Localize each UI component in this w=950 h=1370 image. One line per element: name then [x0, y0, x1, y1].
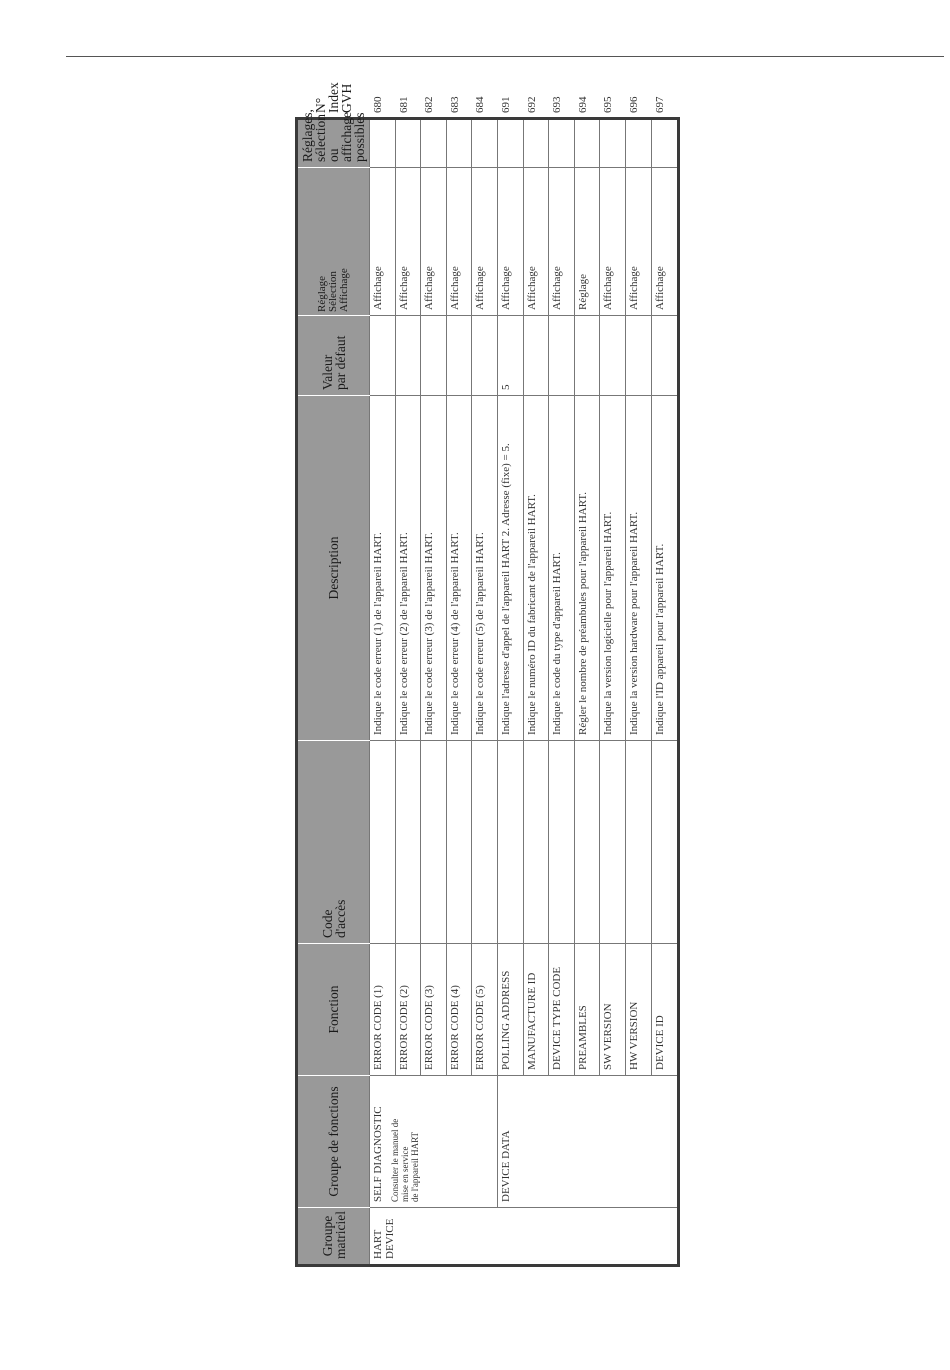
valeur-cell: 5 [498, 316, 524, 396]
reglage-cell: Affichage [421, 168, 447, 316]
valeur-cell [600, 316, 626, 396]
reglages-possibles-cell [600, 119, 626, 168]
description-cell: Indique la version logicielle pour l'appareil HART. [600, 396, 626, 741]
table-row: SW VERSION Indique la version logicielle pour l'appareil HART. Affichage 695 [600, 119, 626, 1266]
reglages-possibles-cell [498, 119, 524, 168]
fonction-cell: MANUFACTURE ID [523, 944, 549, 1076]
reglages-possibles-cell [549, 119, 575, 168]
reglages-possibles-cell [421, 119, 447, 168]
description-cell: Indique le code erreur (1) de l'appareil HART. [370, 396, 396, 741]
valeur-cell [370, 316, 396, 396]
reglage-cell: Affichage [472, 168, 498, 316]
fonction-cell: ERROR CODE (2) [395, 944, 421, 1076]
description-cell: Indique le code erreur (2) de l'appareil HART. [395, 396, 421, 741]
code-acces-cell [472, 741, 498, 944]
code-acces-cell [651, 741, 678, 944]
valeur-cell [472, 316, 498, 396]
description-cell: Indique la version hardware pour l'appareil HART. [626, 396, 652, 741]
code-acces-cell [395, 741, 421, 944]
code-acces-cell [446, 741, 472, 944]
description-cell: Indique le code erreur (4) de l'appareil HART. [446, 396, 472, 741]
reglages-possibles-cell [574, 119, 600, 168]
header-row: Groupe matriciel Groupe de fonctions Fonction Code d'accès Description Valeur par défaut Réglage Sélection Affichage Réglages, sélection ou affichage possibles N° Index GVH [297, 119, 370, 1266]
table-row: ERROR CODE (5) Indique le code erreur (5) de l'appareil HART. Affichage 684 [472, 119, 498, 1266]
table-row: MANUFACTURE ID Indique le numéro ID du fabricant de l'appareil HART. Affichage 692 [523, 119, 549, 1266]
reglage-cell: Affichage [549, 168, 575, 316]
table-row: ERROR CODE (2) Indique le code erreur (2) de l'appareil HART. Affichage 681 [395, 119, 421, 1266]
valeur-cell [421, 316, 447, 396]
header-groupe-matriciel: Groupe matriciel [297, 1208, 370, 1266]
fonction-cell: DEVICE ID [651, 944, 678, 1076]
reglage-cell: Réglage [574, 168, 600, 316]
reglages-possibles-cell [446, 119, 472, 168]
fonction-cell: DEVICE TYPE CODE [549, 944, 575, 1076]
reglage-cell: Affichage [523, 168, 549, 316]
header-reglages-possibles: Réglages, sélection ou affichage possibles [297, 119, 370, 168]
self-diagnostic-note: Consulter le manuel de mise en service de l'appareil HART [390, 1118, 420, 1202]
matrix-group-cell: HART DEVICE [370, 1208, 679, 1266]
valeur-cell [626, 316, 652, 396]
code-acces-cell [370, 741, 396, 944]
reglage-cell: Affichage [626, 168, 652, 316]
table-row: DEVICE DATA POLLING ADDRESS Indique l'adresse d'appel de l'appareil HART 2. Adresse (fixe) = 5. 5 Affichage 691 [498, 119, 524, 1266]
description-cell: Indique le code erreur (3) de l'appareil HART. [421, 396, 447, 741]
valeur-cell [446, 316, 472, 396]
code-acces-cell [498, 741, 524, 944]
description-cell: Indique le code du type d'appareil HART. [549, 396, 575, 741]
table-row: ERROR CODE (3) Indique le code erreur (3) de l'appareil HART. Affichage 682 [421, 119, 447, 1266]
header-groupe-fonctions: Groupe de fonctions [297, 1076, 370, 1208]
fonction-cell: HW VERSION [626, 944, 652, 1076]
function-group-self-diagnostic: SELF DIAGNOSTIC Consulter le manuel de mise en service de l'appareil HART [370, 1076, 498, 1208]
table-row: HW VERSION Indique la version hardware pour l'appareil HART. Affichage 696 [626, 119, 652, 1266]
code-acces-cell [626, 741, 652, 944]
code-acces-cell [523, 741, 549, 944]
function-matrix-table [295, 82, 680, 1267]
rotated-table-container [295, 82, 680, 1267]
table-row: DEVICE ID Indique l'ID appareil pour l'appareil HART. Affichage 697 [651, 119, 678, 1266]
reglage-cell: Affichage [370, 168, 396, 316]
description-cell: Indique le numéro ID du fabricant de l'appareil HART. [523, 396, 549, 741]
header-code-acces: Code d'accès [297, 741, 370, 944]
description-cell: Indique l'adresse d'appel de l'appareil HART 2. Adresse (fixe) = 5. [498, 396, 524, 741]
reglages-possibles-cell [523, 119, 549, 168]
reglages-possibles-cell [370, 119, 396, 168]
reglages-possibles-cell [395, 119, 421, 168]
code-acces-cell [421, 741, 447, 944]
reglage-cell: Affichage [651, 168, 678, 316]
reglages-possibles-cell [472, 119, 498, 168]
reglage-cell: Affichage [600, 168, 626, 316]
function-group-device-data: DEVICE DATA [498, 1076, 679, 1208]
header-valeur-defaut: Valeur par défaut [297, 316, 370, 396]
reglages-possibles-cell [651, 119, 678, 168]
header-fonction: Fonction [297, 944, 370, 1076]
code-acces-cell [549, 741, 575, 944]
top-rule [66, 56, 944, 57]
code-acces-cell [574, 741, 600, 944]
fonction-cell: ERROR CODE (3) [421, 944, 447, 1076]
fonction-cell: PREAMBLES [574, 944, 600, 1076]
fonction-cell: SW VERSION [600, 944, 626, 1076]
reglage-cell: Affichage [498, 168, 524, 316]
fonction-cell: ERROR CODE (4) [446, 944, 472, 1076]
reglage-cell: Affichage [446, 168, 472, 316]
table-row: DEVICE TYPE CODE Indique le code du type d'appareil HART. Affichage 693 [549, 119, 575, 1266]
valeur-cell [523, 316, 549, 396]
valeur-cell [549, 316, 575, 396]
table-row: HART DEVICE SELF DIAGNOSTIC Consulter le manuel de mise en service de l'appareil HART ERROR CODE (1) Indique le code erreur (1) de l'appareil HART. Affichage 680 [370, 119, 396, 1266]
table-row: PREAMBLES Régler le nombre de préambules pour l'appareil HART. Réglage 694 [574, 119, 600, 1266]
fonction-cell: ERROR CODE (5) [472, 944, 498, 1076]
table-wrapper [295, 82, 680, 1267]
description-cell: Indique le code erreur (5) de l'appareil HART. [472, 396, 498, 741]
header-description: Description [297, 396, 370, 741]
reglage-cell: Affichage [395, 168, 421, 316]
fonction-cell: ERROR CODE (1) [370, 944, 396, 1076]
valeur-cell [651, 316, 678, 396]
description-cell: Indique l'ID appareil pour l'appareil HART. [651, 396, 678, 741]
reglages-possibles-cell [626, 119, 652, 168]
fonction-cell: POLLING ADDRESS [498, 944, 524, 1076]
header-reglage: Réglage Sélection Affichage [297, 168, 370, 316]
valeur-cell [395, 316, 421, 396]
code-acces-cell [600, 741, 626, 944]
table-row: ERROR CODE (4) Indique le code erreur (4) de l'appareil HART. Affichage 683 [446, 119, 472, 1266]
description-cell: Régler le nombre de préambules pour l'appareil HART. [574, 396, 600, 741]
valeur-cell [574, 316, 600, 396]
